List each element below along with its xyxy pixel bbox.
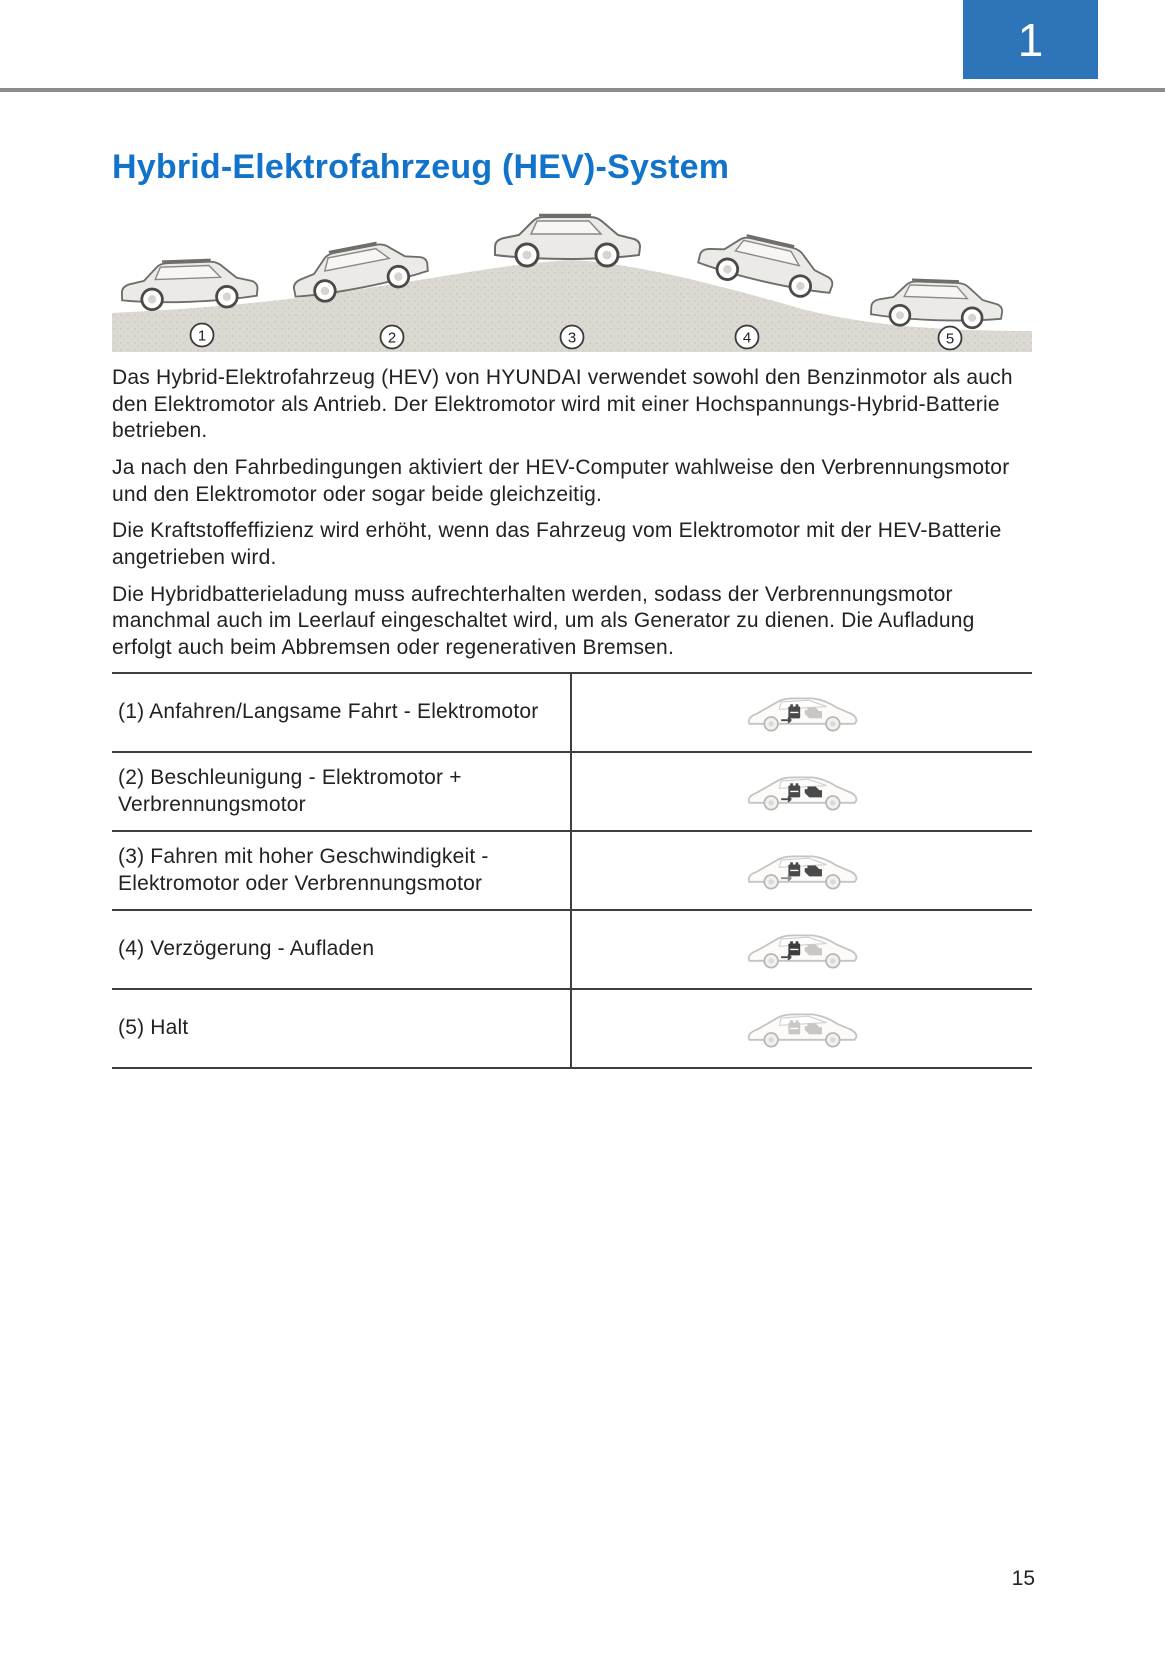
suv-position-3 (495, 215, 640, 266)
body-paragraph: Das Hybrid-Elektrofahrzeug (HEV) von HYUNDAI verwendet sowohl den Benzinmotor als auch den Elektromotor als Antrieb. Der Elektromotor wird mit einer Hochspannungs-Hybrid-Batterie betrieben. (112, 366, 1013, 443)
mode-diagram-cell (572, 753, 1032, 830)
mode-diagram-cell (572, 911, 1032, 988)
table-row (112, 990, 1032, 1069)
suv-position-5 (871, 278, 1003, 329)
body-paragraph: Ja nach den Fahrbedingungen aktiviert der HEV-Computer wahlweise den Verbrennungsmotor und den Elektromotor oder sogar beide gleichzeitig. (112, 455, 1010, 506)
hev-car-diagram-combined-drive-icon (743, 770, 861, 812)
chapter-number: 1 (1017, 13, 1044, 66)
suv-position-1 (121, 258, 258, 310)
mode-diagram-cell (572, 832, 1032, 909)
svg-text:3: 3 (567, 329, 577, 347)
page-title: Hybrid-Elektrofahrzeug (HEV)-System (112, 148, 730, 186)
mode-label: (1) Anfahren/Langsame Fahrt - Elektromotor (112, 674, 572, 751)
page-number: 15 (1011, 1567, 1035, 1590)
table-row (112, 674, 1032, 753)
mode-label: (5) Halt (112, 990, 572, 1067)
svg-text:1: 1 (197, 327, 207, 345)
mode-label: (4) Verzögerung - Aufladen (112, 911, 572, 988)
mode-diagram-cell (572, 990, 1032, 1067)
hev-car-diagram-charging-icon (743, 928, 861, 970)
hev-car-diagram-highspeed-drive-icon (743, 849, 861, 891)
body-text (112, 365, 1032, 662)
hev-car-diagram-stopped-icon (743, 1007, 861, 1049)
position-label-5 (939, 327, 962, 350)
hev-hill-illustration (112, 207, 1032, 352)
position-label-2 (381, 326, 404, 349)
hill-scene-graphic (112, 207, 1032, 352)
chapter-number-badge (963, 0, 1098, 79)
table-row (112, 832, 1032, 911)
svg-text:2: 2 (387, 329, 397, 347)
hev-car-diagram-electric-drive-icon (743, 691, 861, 733)
page-content (112, 92, 1032, 1069)
mode-diagram-cell (572, 674, 1032, 751)
position-label-1 (191, 324, 214, 347)
mode-label: (3) Fahren mit hoher Geschwindigkeit - Elektromotor oder Verbrennungsmotor (112, 832, 572, 909)
svg-text:4: 4 (742, 329, 752, 347)
mode-label: (2) Beschleunigung - Elektromotor + Verbrennungsmotor (112, 753, 572, 830)
body-paragraph: Die Kraftstoffeffizienz wird erhöht, wenn das Fahrzeug vom Elektromotor mit der HEV-Batterie angetrieben wird. (112, 519, 1002, 569)
position-label-3 (561, 326, 584, 349)
table-row (112, 753, 1032, 832)
hev-modes-table (112, 672, 1032, 1069)
table-row (112, 911, 1032, 990)
body-paragraph: Die Hybridbatterieladung muss aufrechterhalten werden, sodass der Verbrennungsmotor manchmal auch im Leerlauf eingeschaltet wird, um als Generator zu dienen. Die Aufladung erfolgt auch beim Abbremsen oder regenerativen Bremsen. (112, 582, 975, 659)
svg-text:5: 5 (945, 330, 955, 348)
position-label-4 (736, 326, 759, 349)
